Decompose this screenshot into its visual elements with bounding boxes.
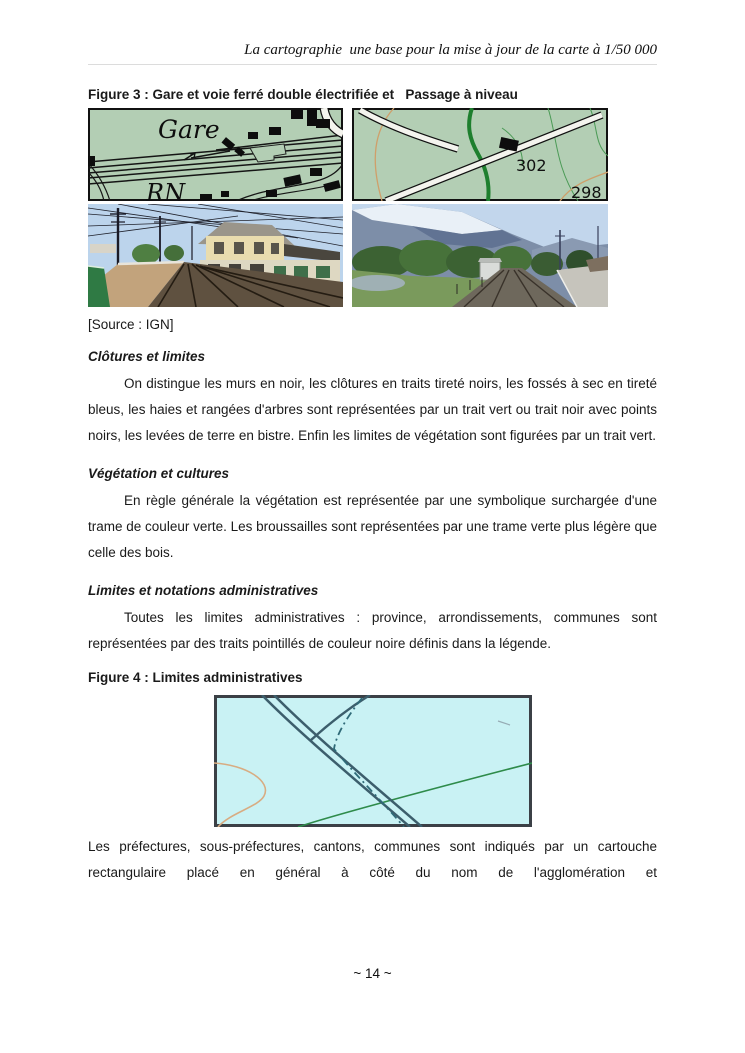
admin-limits-map	[214, 695, 532, 827]
heading-limites: Limites et notations administratives	[88, 583, 319, 598]
closing-paragraph: Les préfectures, sous-préfectures, cantons, communes sont indiqués par un cartouche rectangulaire placé en général à côté du nom de l'agglomération et	[88, 839, 657, 880]
map-crossing-image	[352, 108, 608, 201]
page-number: ~ 14 ~	[353, 966, 392, 981]
running-header: La cartographie une base pour la mise à jour de la carte à 1/50 000	[88, 42, 657, 65]
figure3-images	[88, 108, 657, 307]
heading-clotures: Clôtures et limites	[88, 349, 206, 364]
page-content	[88, 0, 657, 1053]
paragraph-clotures: On distingue les murs en noir, les clôtures en traits tireté noirs, les fossés à sec en tireté bleus, les haies et rangées d'arbres sont représentées par un trait vert ou trait noir avec points noirs, les levées de terre en bistre. Enfin les limites de végétation sont figurées par un trait vert.	[88, 376, 657, 443]
spot-height-302: 302	[516, 156, 547, 175]
figure4-image	[214, 695, 532, 827]
platform-shelter	[90, 244, 116, 253]
figure3-caption: Figure 3 : Gare et voie ferré double électrifiée et Passage à niveau	[88, 87, 518, 102]
map-gare-image	[88, 108, 343, 201]
station-photo	[88, 204, 343, 307]
paragraph-limites: Toutes les limites administratives : province, arrondissements, communes sont représentées par des traits pointillés de couleur noire définis dans la légende.	[88, 610, 657, 651]
paragraph-vegetation: En règle générale la végétation est représentée par une symbolique surchargée d'une trame de couleur verte. Les broussailles sont représentées par une trame verte plus légère que celle des bois.	[88, 493, 657, 560]
mountain-crossing-photo	[352, 204, 608, 307]
source-note: [Source : IGN]	[88, 317, 174, 332]
figure4-caption: Figure 4 : Limites administratives	[88, 670, 303, 685]
map-background	[215, 697, 530, 826]
rn-label: RN	[146, 179, 186, 201]
heading-vegetation: Végétation et cultures	[88, 466, 230, 481]
spot-height-298: 298	[571, 183, 602, 201]
gare-label: Gare	[158, 115, 220, 144]
